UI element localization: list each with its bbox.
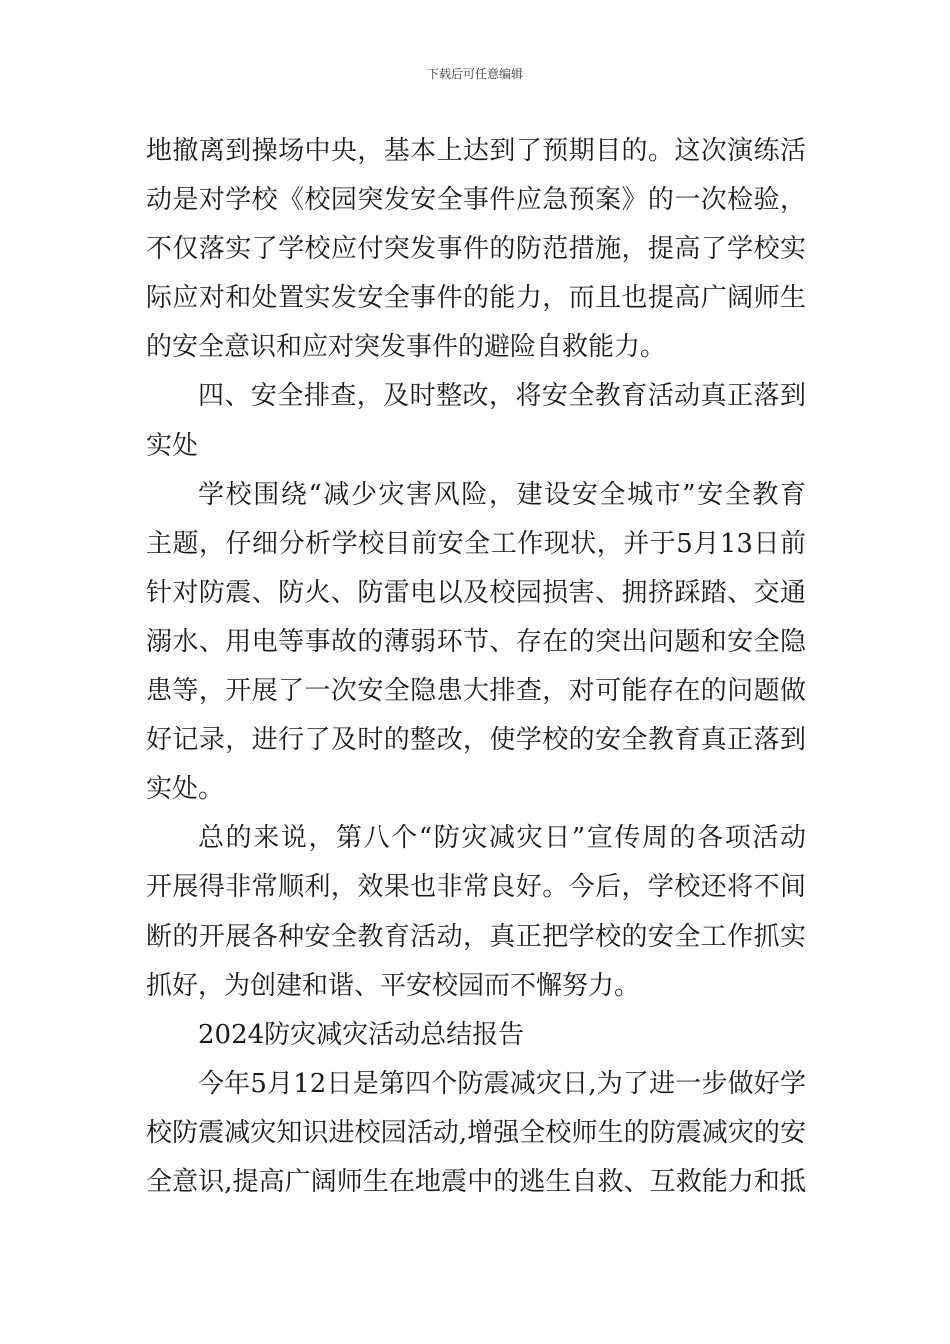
text-line: 实处。: [146, 774, 225, 805]
text-line: 针对防震、防火、防雷电以及校园损害、拥挤踩踏、交通: [146, 577, 806, 608]
text-line: 校防震减灾知识进校园活动,增强全校师生的防震减灾的安: [146, 1117, 806, 1148]
text-line: 的安全意识和应对突发事件的避险自救能力。: [146, 332, 667, 363]
body-text: [146, 127, 806, 1207]
text-line: 学校围绕“减少灾害风险，建设安全城市”安全教育: [198, 479, 806, 510]
text-line: 总的来说，第八个“防灾减灾日”宣传周的各项活动: [198, 823, 806, 854]
text-line: 患等，开展了一次安全隐患大排查，对可能存在的问题做: [146, 676, 806, 707]
text-line: 主题，仔细分析学校目前安全工作现状，并于5月13日前: [146, 528, 806, 559]
text-line: 实处: [146, 430, 199, 461]
text-line: 不仅落实了学校应付突发事件的防范措施，提高了学校实: [146, 234, 806, 265]
text-line: 际应对和处置实发安全事件的能力，而且也提高广阔师生: [146, 283, 806, 314]
text-line: 全意识,提高广阔师生在地震中的逃生自救、互救能力和抵: [146, 1166, 806, 1197]
text-line: 抓好，为创建和谐、平安校园而不懈努力。: [146, 970, 641, 1001]
text-line: 好记录，进行了及时的整改，使学校的安全教育真正落到: [146, 725, 806, 756]
page-header: 下载后可任意编辑: [426, 67, 523, 81]
text-line: 开展得非常顺利，效果也非常良好。今后，学校还将不间: [146, 872, 806, 903]
text-line: 四、安全排查，及时整改，将安全教育活动真正落到: [198, 381, 806, 412]
text-line: 2024防灾减灾活动总结报告: [198, 1019, 525, 1050]
text-line: 动是对学校《校园突发安全事件应急预案》的一次检验，: [146, 185, 806, 216]
text-line: 地撤离到操场中央，基本上达到了预期目的。这次演练活: [146, 136, 806, 166]
text-line: 溺水、用电等事故的薄弱环节、存在的突出问题和安全隐: [146, 626, 806, 657]
text-line: 断的开展各种安全教育活动，真正把学校的安全工作抓实: [146, 921, 806, 952]
text-line: 今年5月12日是第四个防震减灾日,为了进一步做好学: [198, 1068, 806, 1099]
